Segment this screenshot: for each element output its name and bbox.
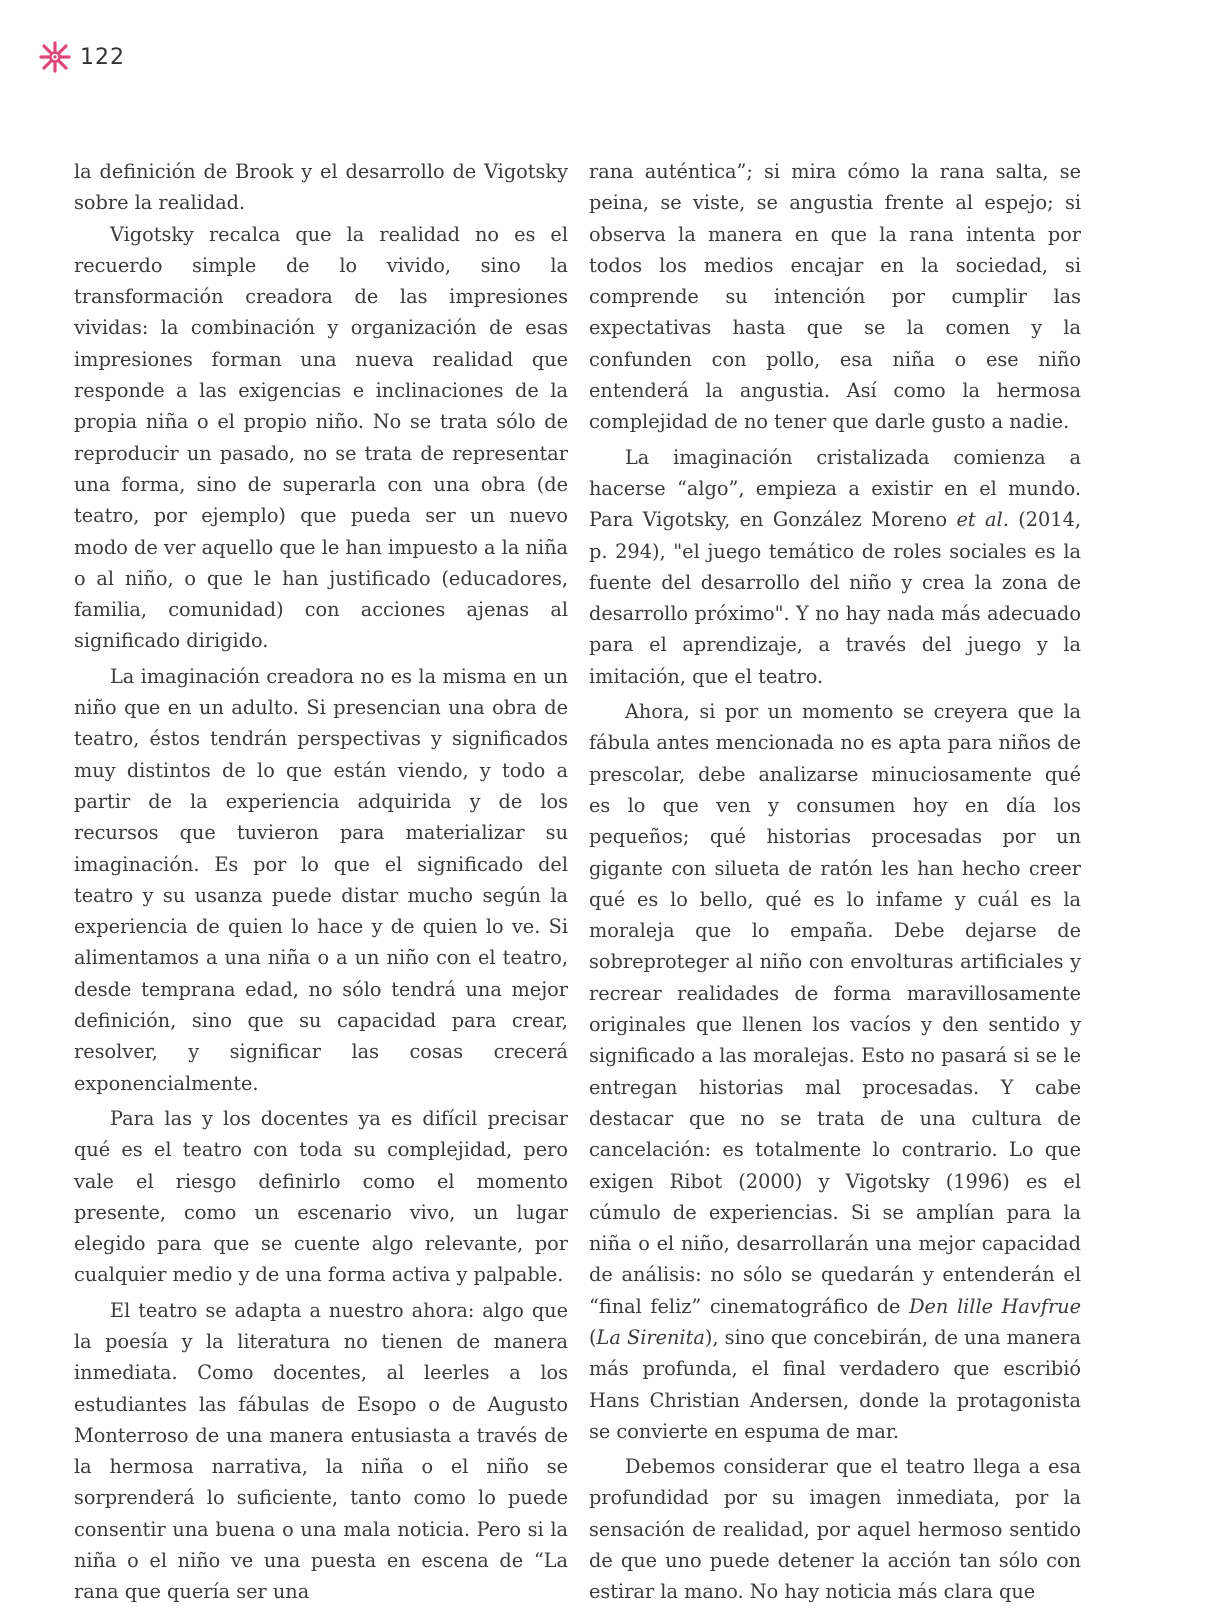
paragraph-text: ), sino que concebirán, de una manera más profunda, el final verdadero que escribió Hans Christian Andersen, donde la protagonista se convierte en espuma de mar.: [589, 1325, 1082, 1443]
page-header: [36, 40, 125, 74]
paragraph-text: (2014, p. 294), "el juego temático de roles sociales es la fuente del desarrollo del niño y crea la zona de desarrollo próximo". Y no hay nada más adecuado para el aprendizaje, a través del juego y la imitación, que el teatro.: [589, 508, 1081, 688]
paragraph: La imaginación creadora no es la misma en un niño que en un adulto. Si presencian una obra de teatro, éstos tendrán perspectivas y significados muy distintos de lo que están viendo, y todo a partir de la experiencia adquirida y de los recursos que tuvieron para materializar su imaginación. Es por lo que el significado del teatro y su usanza puede distar mucho según la experiencia de quien lo hace y de quien lo ve. Si alimentamos a una niña o a un niño con el teatro, desde temprana edad, no sólo tendrá una mejor definición, sino que su capacidad para crear, resolver, y significar las cosas crecerá exponencialmente.: [74, 664, 568, 1095]
left-column: [74, 156, 568, 1608]
book-title: Den lille Havfrue: [909, 1294, 1081, 1318]
paragraph: [589, 442, 1081, 692]
asterisk-flower-icon: [36, 40, 74, 74]
paragraph-text: La imaginación cristalizada comienza a hacerse “algo”, empieza a existir en el mundo. Para Vigotsky, en González Moreno: [589, 445, 1081, 532]
paragraph: la definición de Brook y el desarrollo de Vigotsky sobre la realidad.: [74, 160, 568, 215]
book-title-spanish: La Sirenita: [596, 1325, 705, 1349]
paragraph: [589, 696, 1081, 1447]
paragraph: Vigotsky recalca que la realidad no es el recuerdo simple de lo vivido, sino la transformación creadora de las impresiones vividas: la combinación y organización de esas impresiones forman una nueva realidad que responde a las exigencias e inclinaciones de la propia niña o el propio niño. No se trata sólo de reproducir un pasado, no se trata de representar una forma, sino de superarla con una obra (de teatro, por ejemplo) que pueda ser un nuevo modo de ver aquello que le han impuesto a la niña o al niño, o que le han justificado (educadores, familia, comunidad) con acciones ajenas al significado dirigido.: [74, 222, 568, 653]
right-column: [589, 156, 1081, 1608]
page-number: 122: [80, 44, 125, 70]
paragraph: Debemos considerar que el teatro llega a esa profundidad por su imagen inmediata, por la sensación de realidad, por aquel hermoso sentido de que uno puede detener la acción tan sólo con estirar la mano. No hay noticia más clara que: [589, 1455, 1081, 1604]
paragraph: El teatro se adapta a nuestro ahora: algo que la poesía y la literatura no tienen de manera inmediata. Como docentes, al leerles a los estudiantes las fábulas de Esopo o de Augusto Monterroso de una manera entusiasta a través de la hermosa narrativa, la niña o el niño se sorprenderá lo suficiente, tanto como lo puede consentir una buena o una mala noticia. Pero si la niña o el niño ve una puesta en escena de “La rana que quería ser una: [74, 1298, 568, 1604]
paragraph-text: Ahora, si por un momento se creyera que la fábula antes mencionada no es apta para niños de prescolar, debe analizarse minuciosamente qué es lo que ven y consumen hoy en día los pequeños; qué historias procesadas por un gigante con silueta de ratón les han hecho creer qué es lo bello, qué es lo infame y cuál es la moraleja que lo empaña. Debe dejarse de sobreproteger al niño con envolturas artificiales y recrear realidades de forma maravillosamente originales que llenen los vacíos y den sentido y significado a las moralejas. Esto no pasará si se le entregan historias mal procesadas. Y cabe destacar que no se trata de una cultura de cancelación: es totalmente lo contrario. Lo que exigen Ribot (2000) y Vigotsky (1996) es el cúmulo de experiencias. Si se amplían para la niña o el niño, desarrollarán una mejor capacidad de análisis: no sólo se quedarán y entenderán el “final feliz” cinematográfico de: [589, 700, 1081, 1318]
paragraph: Para las y los docentes ya es difícil precisar qué es el teatro con toda su complejidad, pero vale el riesgo definirlo como el momento presente, como un escenario vivo, un lugar elegido para que se cuente algo relevante, por cualquier medio y de una forma activa y palpable.: [74, 1106, 568, 1287]
et-al-text: et al.: [956, 508, 1009, 532]
paragraph: rana auténtica”; si mira cómo la rana salta, se peina, se viste, se angustia frente al espejo; si observa la manera en que la rana intenta por todos los medios encajar en la sociedad, si comprende su intención por cumplir las expectativas hasta que se la comen y la confunden con pollo, esa niña o ese niño entenderá la angustia. Así como la hermosa complejidad de no tener que darle gusto a nadie.: [589, 160, 1081, 434]
paragraph-text: (: [589, 1325, 597, 1349]
